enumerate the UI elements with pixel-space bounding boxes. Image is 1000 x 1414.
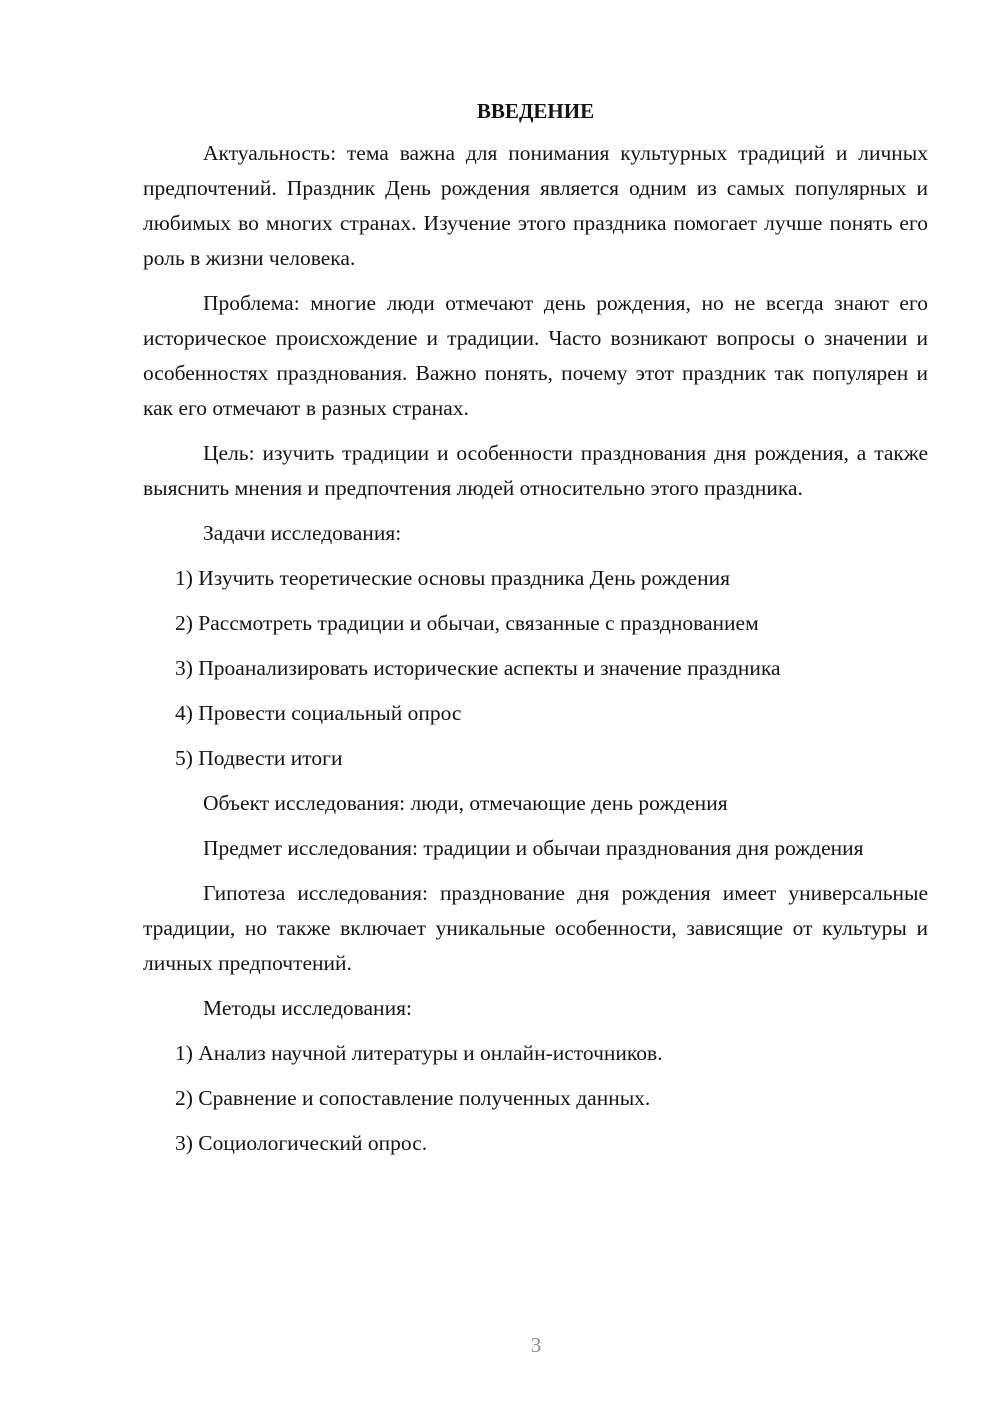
section-title: ВВЕДЕНИЕ (476, 99, 595, 123)
paragraph-relevance: Актуальность: тема важна для понимания культурных традиций и личных предпочтений. Праздник День рождения является одним из самых популярных и любимых во многих странах. Изучение этого праздника помогает лучше понять его роль в жизни человека. (143, 141, 928, 270)
methods-heading: Методы исследования: (203, 996, 412, 1020)
method-item: 1) Анализ научной литературы и онлайн-источников. (175, 1041, 663, 1065)
tasks-heading: Задачи исследования: (203, 521, 402, 545)
method-item: 3) Социологический опрос. (175, 1131, 428, 1155)
paragraph-subject: Предмет исследования: традиции и обычаи празднования дня рождения (203, 836, 864, 860)
paragraph-object: Объект исследования: люди, отмечающие день рождения (203, 791, 728, 815)
paragraph-problem: Проблема: многие люди отмечают день рождения, но не всегда знают его историческое происхождение и традиции. Часто возникают вопросы о значении и особенностях празднования. Важно понять, почему этот праздник так популярен и как его отмечают в разных странах. (143, 291, 928, 420)
task-item: 1) Изучить теоретические основы праздника День рождения (175, 566, 730, 590)
paragraph-hypothesis: Гипотеза исследования: празднование дня рождения имеет универсальные традиции, но также включает уникальные особенности, зависящие от культуры и личных предпочтений. (143, 881, 928, 975)
method-item: 2) Сравнение и сопоставление полученных данных. (175, 1086, 651, 1110)
page-number: 3 (530, 1333, 542, 1357)
paragraph-goal: Цель: изучить традиции и особенности празднования дня рождения, а также выяснить мнения и предпочтения людей относительно этого праздника. (143, 441, 928, 500)
page-content (143, 96, 928, 1171)
task-item: 3) Проанализировать исторические аспекты и значение праздника (175, 656, 781, 680)
task-item: 2) Рассмотреть традиции и обычаи, связанные с празднованием (175, 611, 759, 635)
task-item: 4) Провести социальный опрос (175, 701, 462, 725)
task-item: 5) Подвести итоги (175, 746, 343, 770)
